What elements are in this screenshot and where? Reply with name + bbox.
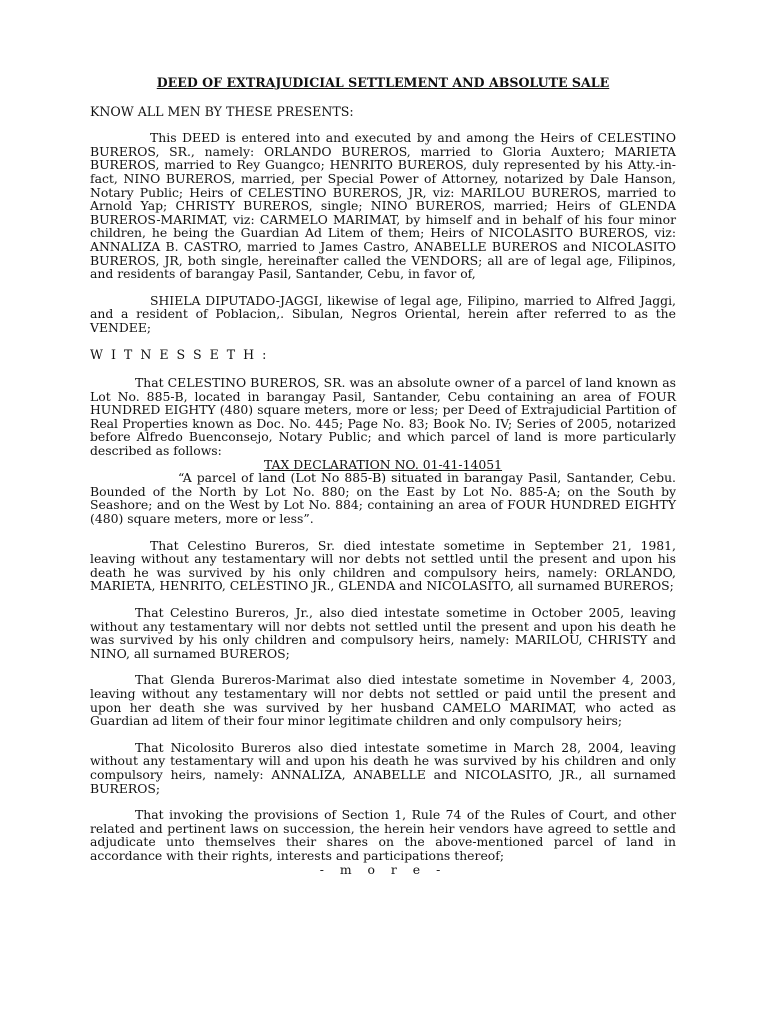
- more-continuation-marker: - m o r e -: [319, 861, 447, 877]
- sr-death-paragraph: That Celestino Bureros, Sr. died intestate sometime in September 21, 1981, leaving without any testamentary will nor debts not settled until the present and upon his death he was survived by his only children and compulsory heirs, namely: ORLANDO, MARIETA, HENRITO, CELESTINO JR., GLENDA and NICOLASITO, all surnamed BUREROS;: [90, 537, 676, 594]
- invoking-paragraph: That invoking the provisions of Section 1, Rule 74 of the Rules of Court, and other related and pertinent laws on succession, the herein heir vendors have agreed to settle and adjudicate unto themselves their shares on the above-mentioned parcel of land in accordance with their rights, interests and participations thereof;: [90, 807, 676, 863]
- document-title: DEED OF EXTRAJUDICIAL SETTLEMENT AND ABSOLUTE SALE: [156, 75, 610, 90]
- tax-declaration-heading: TAX DECLARATION NO. 01-41-14051: [263, 456, 503, 472]
- glenda-death-paragraph: That Glenda Bureros-Marimat also died intestate sometime in November 4, 2003, leaving without any testamentary will nor debts not settled or paid until the present and upon her death she was survived by her husband CAMELO MARIMAT, who acted as Guardian ad litem of their four minor legitimate children and only compulsory heirs;: [90, 672, 676, 729]
- land-description-quote: “A parcel of land (Lot No 885-B) situated in barangay Pasil, Santander, Cebu. Bounded of the North by Lot No. 880; on the East by Lot No. 885-A; on the South by Seashore; and on the West by Lot No. 884; containing an area of FOUR HUNDRED EIGHTY (480) square meters, more or less”.: [90, 470, 676, 527]
- nicolosito-death-paragraph: That Nicolosito Bureros also died intestate sometime in March 28, 2004, leaving without any testamentary will and upon his death he was survived by his children and only compulsory heirs, namely: ANNALIZA, ANABELLE and NICOLASITO, JR., all surnamed BUREROS;: [90, 739, 676, 796]
- deed-document: [90, 76, 676, 876]
- owner-paragraph: That CELESTINO BUREROS, SR. was an absolute owner of a parcel of land known as Lot No. 885-B, located in barangay Pasil, Santander, Cebu containing an area of FOUR HUNDRED EIGHTY (480) square meters, more or less; per Deed of Extrajudicial Partition of Real Properties known as Doc. No. 445; Page No. 83; Book No. IV; Series of 2005, notarized before Alfredo Buenconsejo, Notary Public; and which parcel of land is more particularly described as follows:: [90, 375, 676, 459]
- parties-paragraph: This DEED is entered into and executed by and among the Heirs of CELESTINO BUREROS, SR., namely: ORLANDO BUREROS, married to Gloria Auxtero; MARIETA BUREROS, married to Rey Guangco; HENRITO BUREROS, duly represented by his Atty.-in-fact, NINO BUREROS, married, per Special Power of Attorney, notarized by Dale Hanson, Notary Public; Heirs of CELESTINO BUREROS, JR, viz: MARILOU BUREROS, married to Arnold Yap; CHRISTY BUREROS, single; NINO BUREROS, married; Heirs of GLENDA BUREROS-MARIMAT, viz: CARMELO MARIMAT, by himself and in behalf of his four minor children, he being the Guardian Ad Litem of them; Heirs of NICOLASITO BUREROS, viz: ANNALIZA B. CASTRO, married to James Castro, ANABELLE BUREROS and NICOLASITO BUREROS, JR, both single, hereinafter called the VENDORS; all are of legal age, Filipinos, and residents of barangay Pasil, Santander, Cebu, in favor of,: [90, 130, 676, 282]
- vendee-paragraph: SHIELA DIPUTADO-JAGGI, likewise of legal age, Filipino, married to Alfred Jaggi, and a resident of Poblacion,. Sibulan, Negros Oriental, herein after referred to as the VENDEE;: [90, 292, 676, 335]
- jr-death-paragraph: That Celestino Bureros, Jr., also died intestate sometime in October 2005, leaving without any testamentary will nor debts not settled until the present and upon his death he was survived by his only children and compulsory heirs, namely: MARILOU, CHRISTY and NINO, all surnamed BUREROS;: [90, 605, 676, 661]
- know-all-men-heading: KNOW ALL MEN BY THESE PRESENTS:: [90, 103, 354, 119]
- witnesseth-heading: WITNESSETH:: [90, 346, 275, 362]
